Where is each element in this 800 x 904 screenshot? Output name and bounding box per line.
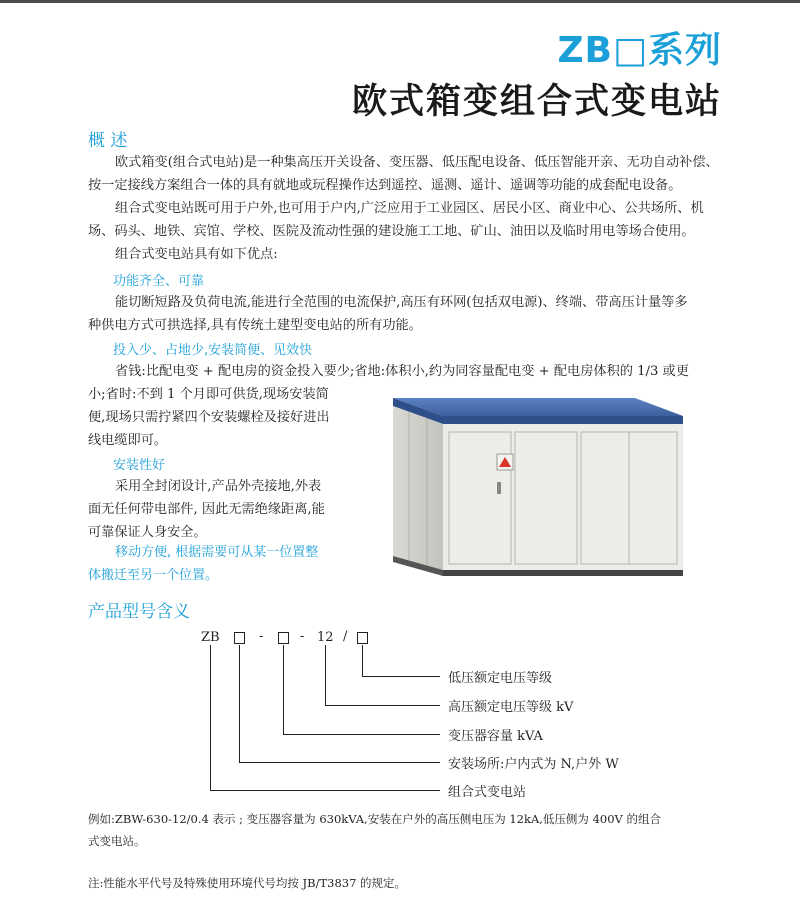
model-label-4: 安装场所:户内式为 N,户外 W: [448, 757, 619, 772]
top-rule: [0, 0, 800, 3]
overview-p2-line2: 场、码头、地铁、宾馆、学校、医院及流动性强的建设施工工地、矿山、油田以及临时用电等场合使用。: [88, 224, 695, 239]
feature-3-line2: 面无任何带电部件, 因此无需绝缘距离,能: [88, 502, 325, 517]
leader-line-4h: [239, 762, 440, 763]
overview-p3: 组合式变电站具有如下优点:: [115, 247, 278, 262]
feature-1-text: [88, 291, 748, 337]
overview-heading: 概 述: [88, 131, 128, 151]
feature-2-line4: 线电缆即可。: [88, 433, 168, 448]
model-label-2: 高压额定电压等级 kV: [448, 700, 574, 715]
model-dash-2: -: [300, 629, 305, 644]
feature-1-line1: 能切断短路及负荷电流,能进行全范围的电流保护,高压有环网(包括双电源)、终端、带高压计量等多: [115, 295, 688, 310]
feature-4-line2: 体搬迁至另一个位置。: [88, 568, 219, 583]
leader-line-3: [283, 645, 284, 734]
leader-line-5h: [210, 790, 440, 791]
leader-line-4: [239, 645, 240, 762]
model-code-12: 12: [317, 630, 334, 645]
feature-4-text: [88, 541, 388, 587]
note-text: 注:性能水平代号及特殊使用环境代号均按 JB/T3837 的规定。: [88, 876, 407, 890]
model-box-2: [278, 632, 289, 644]
model-slash: /: [343, 629, 348, 644]
leader-line-1h: [362, 676, 440, 677]
box-substation-image: [385, 388, 690, 583]
example-line2: 式变电站。: [88, 834, 146, 848]
feature-3-text: [88, 475, 388, 544]
series-title: ZB□系列: [557, 30, 722, 71]
leader-line-2: [325, 645, 326, 705]
model-label-5: 组合式变电站: [448, 785, 527, 800]
feature-2-line1: 省钱:比配电变 + 配电房的资金投入要少;省地:体积小,约为同容量配电变 + 配电房体积的 1/3 或更: [115, 364, 689, 379]
feature-3-title: 安装性好: [113, 458, 166, 473]
leader-line-5: [210, 645, 211, 790]
model-box-3: [357, 632, 368, 644]
feature-3-line3: 可靠保证人身安全。: [88, 525, 207, 540]
feature-2-title: 投入少、占地少,安装简便、见效快: [113, 343, 313, 358]
page-title: 欧式箱变组合式变电站: [351, 82, 722, 122]
feature-1-title: 功能齐全、可靠: [113, 274, 205, 289]
feature-1-line2: 种供电方式可拱选择,具有传统土建型变电站的所有功能。: [88, 318, 422, 333]
overview-p1-line2: 按一定接线方案组合一体的具有就地或玩程操作达到遥控、遥测、遥计、遥调等功能的成套配电设备。: [88, 178, 682, 193]
feature-4-line1: 移动方便, 根据需要可从某一位置整: [115, 545, 319, 560]
overview-text: [88, 151, 748, 266]
model-dash-1: -: [259, 629, 264, 644]
leader-line-2h: [325, 705, 440, 706]
feature-2-line2: 小;省时:不到 1 个月即可供货,现场安装简: [88, 387, 329, 402]
leader-line-1: [362, 645, 363, 676]
leader-line-3h: [283, 734, 440, 735]
overview-p1-line1: 欧式箱变(组合式电站)是一种集高压开关设备、变压器、低压配电设备、低压智能开亲、无功自动补偿、: [115, 155, 719, 170]
feature-3-line1: 采用全封闭设计,产品外壳接地,外表: [115, 479, 322, 494]
model-label-1: 低压额定电压等级: [448, 671, 553, 686]
model-code-zb: ZB: [201, 630, 220, 645]
model-box-1: [234, 632, 245, 644]
model-label-3: 变压器容量 kVA: [448, 729, 543, 744]
feature-2-line3: 便,现场只需拧紧四个安装螺栓及接好进出: [88, 410, 330, 425]
model-heading: 产品型号含义: [88, 602, 190, 622]
example-text: [88, 808, 778, 852]
overview-p2-line1: 组合式变电站既可用于户外,也可用于户内,广泛应用于工业园区、居民小区、商业中心、公共场所、机: [115, 201, 704, 216]
example-line1: 例如:ZBW-630-12/0.4 表示 ; 变压器容量为 630kVA,安装在户外的高压侧电压为 12kA,低压侧为 400V 的组合: [88, 812, 661, 826]
